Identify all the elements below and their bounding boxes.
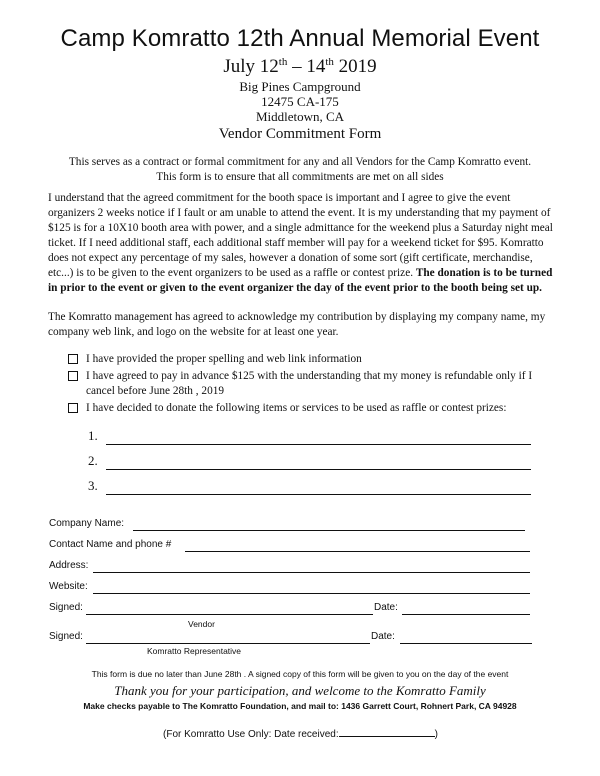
address-field[interactable]	[93, 572, 530, 573]
agreement-paragraph	[48, 191, 558, 296]
checkbox-square[interactable]	[68, 371, 78, 381]
payment-instructions: Make checks payable to The Komratto Foundation, and mail to: 1436 Garrett Court, Rohnert Park, CA 94928	[83, 701, 517, 711]
checkbox-square[interactable]	[68, 354, 78, 364]
address-label: Address:	[49, 560, 89, 571]
donation-notice: The donation is to be turned in prior to the event or given to the event organizer the day of the event prior to the booth being set up.	[48, 267, 553, 294]
agreement-text: I understand that the agreed commitment for the booth space is important and I agree to give the event organizers 2 weeks notice if I fault or am unable to attend the event. It is my understanding that my payment of $125 is for a 10X10 booth area with power, and a single admittance for the weekend plus a Saturday night meal ticket. If I need additional staff, each additional staff member will pay for a weekend ticket for $95. Komratto does not expect any percentage of my sales, however a donation of some sort (gift certificate, merchandise, etc...) is to be given to the event organizers to be used as a raffle or contest prize.	[48, 192, 553, 279]
checkbox-label: I have agreed to pay in advance $125 with the understanding that my money is refundable only if I cancel before June 28th , 2019	[86, 370, 533, 397]
form-name: Vendor Commitment Form	[218, 126, 382, 142]
intro-text	[0, 155, 600, 185]
vendor-date-field[interactable]	[402, 614, 530, 615]
date-received-field[interactable]	[339, 727, 435, 737]
rep-signature-field[interactable]	[86, 643, 370, 644]
acknowledgement-paragraph: The Komratto management has agreed to acknowledge my contribution by displaying my company name, my company web link, and logo on the website for at least one year.	[48, 311, 546, 338]
donation-item-number: 1.	[88, 428, 98, 443]
company-name-label: Company Name:	[49, 518, 125, 529]
event-title: Camp Komratto 12th Annual Memorial Event	[60, 25, 540, 52]
checkbox-square[interactable]	[68, 403, 78, 413]
donation-line-3[interactable]	[106, 494, 531, 495]
rep-caption: Komratto Representative	[147, 646, 242, 656]
venue-city: Middletown, CA	[255, 109, 345, 124]
intro-line-1: This serves as a contract or formal commitment for any and all Vendors for the Camp Komratto event.	[68, 156, 532, 168]
checkbox-label: I have provided the proper spelling and web link information	[86, 353, 362, 365]
intro-line-2: This form is to ensure that all commitments are met on all sides	[156, 171, 444, 183]
website-field[interactable]	[93, 593, 530, 594]
vendor-date-label: Date:	[374, 602, 398, 613]
contact-label: Contact Name and phone #	[49, 539, 172, 550]
office-use-label: (For Komratto Use Only: Date received:	[163, 729, 339, 740]
start-date: July 12	[223, 56, 279, 77]
venue-name: Big Pines Campground	[239, 79, 361, 94]
event-dates	[0, 56, 600, 78]
vendor-signature-field[interactable]	[86, 614, 373, 615]
rep-date-label: Date:	[371, 631, 395, 642]
event-year: 2019	[333, 56, 377, 77]
office-use-close: )	[434, 729, 438, 740]
donation-line-1[interactable]	[106, 444, 531, 445]
office-use-section	[163, 727, 438, 740]
donation-item-number: 3.	[88, 478, 98, 493]
website-label: Website:	[49, 581, 88, 592]
vendor-caption: Vendor	[188, 619, 215, 629]
start-date-suffix: th	[278, 56, 288, 68]
rep-signature-label: Signed:	[49, 631, 83, 642]
due-date-note: This form is due no later than June 28th . A signed copy of this form will be given to you on the day of the event	[91, 669, 509, 679]
end-date: – 14	[287, 56, 326, 77]
thank-you-note: Thank you for your participation, and welcome to the Komratto Family	[114, 683, 486, 698]
company-name-field[interactable]	[133, 530, 525, 531]
vendor-signature-label: Signed:	[49, 602, 83, 613]
contact-field[interactable]	[185, 551, 530, 552]
end-date-suffix: th	[325, 56, 334, 68]
venue-street: 12475 CA-175	[261, 94, 339, 109]
rep-date-field[interactable]	[400, 643, 532, 644]
donation-line-2[interactable]	[106, 469, 531, 470]
checkbox-label: I have decided to donate the following items or services to be used as raffle or contest prizes:	[86, 402, 507, 414]
donation-item-number: 2.	[88, 453, 98, 468]
